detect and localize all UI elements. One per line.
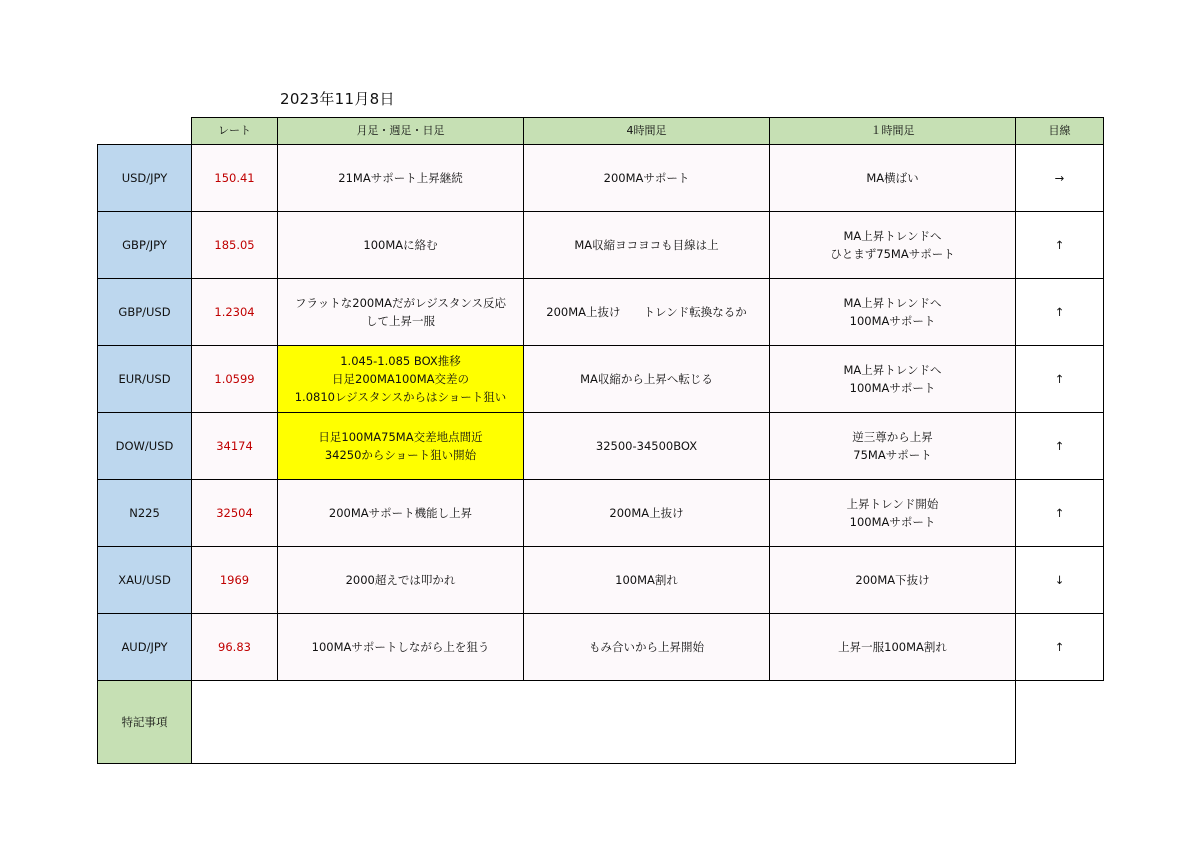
notes-gap bbox=[1016, 681, 1104, 764]
h4-analysis-cell bbox=[524, 346, 770, 413]
cell-line: 100MAサポート bbox=[849, 515, 936, 529]
cell-line: 75MAサポート bbox=[853, 448, 932, 462]
pair-cell: EUR/USD bbox=[98, 346, 192, 413]
cell-line: フラットな200MAだがレジスタンス反応 bbox=[294, 296, 507, 310]
h1-analysis-cell bbox=[770, 480, 1016, 547]
report-date: 2023年11月8日 bbox=[280, 90, 395, 108]
h4-analysis-cell bbox=[524, 547, 770, 614]
cell-line: MA上昇トレンドへ bbox=[843, 229, 942, 243]
cell-line: 100MA割れ bbox=[615, 573, 678, 587]
h1-analysis-cell bbox=[770, 346, 1016, 413]
cell-line: 200MA上抜け トレンド転換なるか bbox=[546, 305, 747, 319]
h4-analysis-cell bbox=[524, 279, 770, 346]
monthly-analysis-cell bbox=[278, 547, 524, 614]
cell-line: 21MAサポート上昇継続 bbox=[338, 171, 463, 185]
cell-line: 日足200MA100MA交差の bbox=[332, 372, 469, 386]
cell-line: 100MAサポート bbox=[849, 381, 936, 395]
cell-line: 1.045-1.085 BOX推移 bbox=[340, 354, 461, 368]
h4-analysis-cell bbox=[524, 212, 770, 279]
table-row bbox=[98, 614, 1104, 681]
h4-analysis-cell bbox=[524, 413, 770, 480]
h1-analysis-cell bbox=[770, 279, 1016, 346]
rate-cell: 150.41 bbox=[192, 145, 278, 212]
table-row bbox=[98, 547, 1104, 614]
monthly-analysis-cell bbox=[278, 413, 524, 480]
cell-line: 200MA上抜け bbox=[609, 506, 684, 520]
cell-line: 100MAサポートしながら上を狙う bbox=[311, 640, 490, 654]
table-row bbox=[98, 212, 1104, 279]
h1-analysis-cell bbox=[770, 413, 1016, 480]
pair-cell: N225 bbox=[98, 480, 192, 547]
arrow-up-icon: ↑ bbox=[1016, 212, 1104, 279]
cell-line: 200MAサポート bbox=[603, 171, 690, 185]
rate-cell: 34174 bbox=[192, 413, 278, 480]
rate-cell: 96.83 bbox=[192, 614, 278, 681]
cell-line: 200MAサポート機能し上昇 bbox=[328, 506, 473, 520]
header-outlook: 目線 bbox=[1016, 118, 1104, 145]
rate-cell: 1.2304 bbox=[192, 279, 278, 346]
cell-line: 上昇一服100MA割れ bbox=[838, 640, 947, 654]
notes-label: 特記事項 bbox=[98, 681, 192, 764]
cell-line: 逆三尊から上昇 bbox=[852, 430, 933, 444]
cell-line: MA上昇トレンドへ bbox=[843, 296, 942, 310]
arrow-up-icon: ↑ bbox=[1016, 346, 1104, 413]
monthly-analysis-cell bbox=[278, 480, 524, 547]
monthly-analysis-cell bbox=[278, 212, 524, 279]
cell-line: 1.0810レジスタンスからはショート狙い bbox=[294, 390, 507, 404]
notes-row bbox=[98, 681, 1104, 764]
h1-analysis-cell bbox=[770, 212, 1016, 279]
monthly-analysis-cell bbox=[278, 145, 524, 212]
h4-analysis-cell bbox=[524, 614, 770, 681]
cell-line: 100MAサポート bbox=[849, 314, 936, 328]
arrow-down-icon: ↓ bbox=[1016, 547, 1104, 614]
pair-cell: GBP/USD bbox=[98, 279, 192, 346]
cell-line: MA上昇トレンドへ bbox=[843, 363, 942, 377]
monthly-analysis-cell bbox=[278, 346, 524, 413]
cell-line: 32500-34500BOX bbox=[595, 439, 698, 453]
header-corner bbox=[98, 118, 192, 145]
cell-line: もみ合いから上昇開始 bbox=[589, 640, 704, 654]
pair-cell: USD/JPY bbox=[98, 145, 192, 212]
table-row bbox=[98, 413, 1104, 480]
arrow-up-icon: ↑ bbox=[1016, 413, 1104, 480]
pair-cell: DOW/USD bbox=[98, 413, 192, 480]
rate-cell: 1969 bbox=[192, 547, 278, 614]
notes-body bbox=[192, 681, 1016, 764]
h1-analysis-cell bbox=[770, 547, 1016, 614]
arrow-up-icon: ↑ bbox=[1016, 279, 1104, 346]
monthly-analysis-cell bbox=[278, 279, 524, 346]
cell-line: MA収縮ヨコヨコも目線は上 bbox=[574, 238, 719, 252]
fx-analysis-table bbox=[97, 117, 1104, 764]
arrow-up-icon: ↑ bbox=[1016, 480, 1104, 547]
arrow-right-icon: → bbox=[1016, 145, 1104, 212]
header-row bbox=[98, 118, 1104, 145]
table-row bbox=[98, 480, 1104, 547]
pair-cell: AUD/JPY bbox=[98, 614, 192, 681]
header-1h: １時間足 bbox=[770, 118, 1016, 145]
table-row bbox=[98, 346, 1104, 413]
table-row bbox=[98, 279, 1104, 346]
cell-line: 2000超えでは叩かれ bbox=[345, 573, 456, 587]
cell-line: MA横ばい bbox=[866, 171, 919, 185]
monthly-analysis-cell bbox=[278, 614, 524, 681]
h1-analysis-cell bbox=[770, 145, 1016, 212]
rate-cell: 32504 bbox=[192, 480, 278, 547]
header-4h: 4時間足 bbox=[524, 118, 770, 145]
rate-cell: 185.05 bbox=[192, 212, 278, 279]
cell-line: 日足100MA75MA交差地点間近 bbox=[318, 430, 483, 444]
pair-cell: XAU/USD bbox=[98, 547, 192, 614]
cell-line: して上昇一服 bbox=[366, 314, 435, 328]
cell-line: 上昇トレンド開始 bbox=[846, 497, 939, 511]
pair-cell: GBP/JPY bbox=[98, 212, 192, 279]
cell-line: 34250からショート狙い開始 bbox=[324, 448, 477, 462]
header-monthly-weekly-daily: 月足・週足・日足 bbox=[278, 118, 524, 145]
rate-cell: 1.0599 bbox=[192, 346, 278, 413]
h4-analysis-cell bbox=[524, 480, 770, 547]
header-rate: レート bbox=[192, 118, 278, 145]
table-row bbox=[98, 145, 1104, 212]
arrow-up-icon: ↑ bbox=[1016, 614, 1104, 681]
h4-analysis-cell bbox=[524, 145, 770, 212]
cell-line: ひとまず75MAサポート bbox=[830, 247, 955, 261]
cell-line: 100MAに絡む bbox=[363, 238, 438, 252]
cell-line: MA収縮から上昇へ転じる bbox=[580, 372, 713, 386]
h1-analysis-cell bbox=[770, 614, 1016, 681]
cell-line: 200MA下抜け bbox=[855, 573, 930, 587]
